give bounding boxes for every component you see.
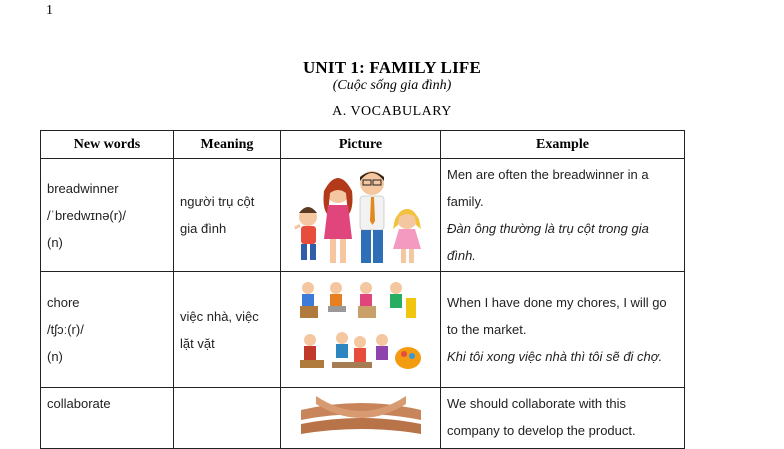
meaning-cell (174, 159, 281, 272)
example-vietnamese: Khi tôi xong việc nhà thì tôi sẽ đi chợ. (447, 349, 663, 364)
word: chore (47, 295, 80, 310)
section-heading: A. VOCABULARY (332, 104, 452, 119)
picture-cell (281, 272, 441, 388)
word: breadwinner (47, 180, 119, 196)
header-new-words: New words (41, 131, 174, 159)
example-vietnamese: Đàn ông thường là trụ cột trong gia đình. (447, 221, 649, 263)
example-english: Men are often the breadwinner in a family. (447, 167, 649, 209)
part-of-speech: (n) (47, 234, 63, 250)
meaning (174, 388, 280, 392)
vocabulary-table (40, 130, 685, 449)
part-of-speech: (n) (47, 349, 63, 364)
meaning-cell (174, 272, 281, 388)
ipa: /tʃɔː(r)/ (47, 322, 84, 337)
word-cell (41, 159, 174, 272)
table-row (41, 159, 685, 272)
example-english: We should collaborate with this company to develop the product. (447, 396, 636, 438)
family-illustration (286, 161, 436, 269)
example-cell (441, 272, 685, 388)
page-title: UNIT 1: FAMILY LIFE (302, 58, 482, 77)
meaning-cell (174, 388, 281, 449)
header-picture: Picture (281, 131, 441, 159)
picture-cell (281, 388, 441, 449)
word-cell (41, 388, 174, 449)
ipa: /ˈbredwɪnə(r)/ (47, 207, 127, 223)
example-cell (441, 388, 685, 449)
meaning: việc nhà, việc lặt vặt (180, 308, 259, 351)
header-example: Example (441, 131, 685, 159)
table-row (41, 272, 685, 388)
table-header-row (41, 131, 685, 159)
picture-cell (281, 159, 441, 272)
table-row (41, 388, 685, 449)
kids-doing-chores-illustration (296, 276, 426, 384)
page-subtitle: (Cuộc sống gia đình) (332, 78, 452, 93)
joined-hands-photo (296, 388, 426, 448)
header-meaning: Meaning (174, 131, 281, 159)
meaning: người trụ cột gia đình (180, 194, 255, 236)
page-number: 1 (46, 3, 53, 18)
word: collaborate (47, 396, 111, 411)
example-english: When I have done my chores, I will go to the market. (447, 295, 667, 337)
example-cell (441, 159, 685, 272)
word-cell (41, 272, 174, 388)
